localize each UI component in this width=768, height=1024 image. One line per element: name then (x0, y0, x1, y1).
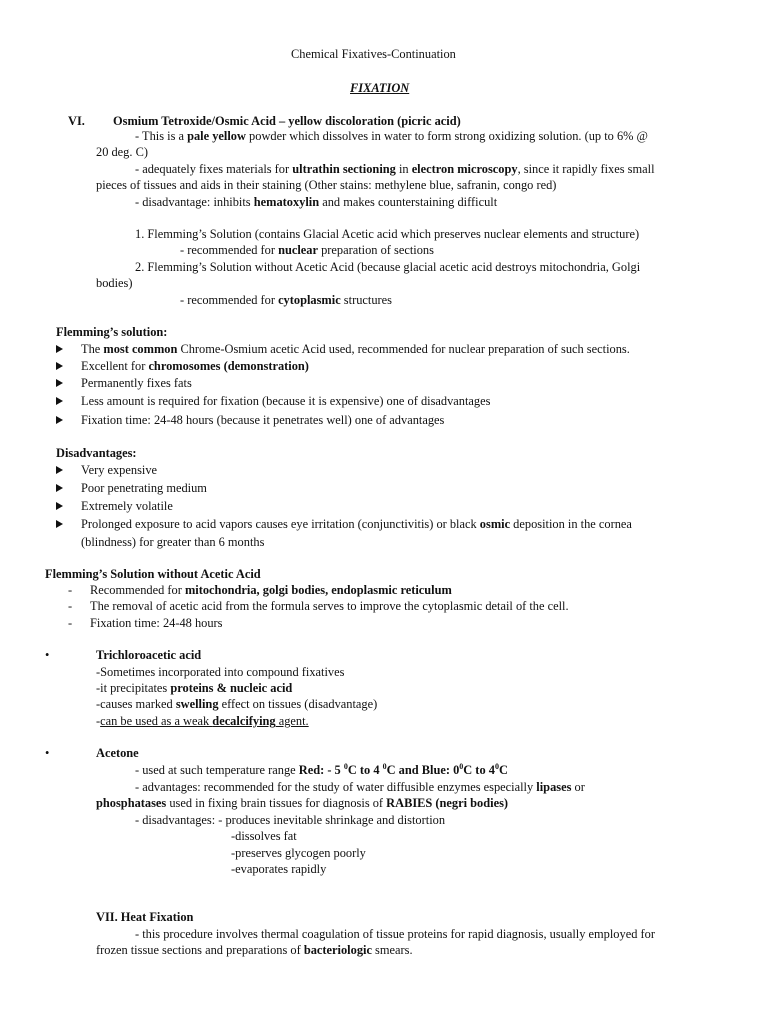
osmium-point-3: - disadvantage: inhibits hematoxylin and makes counterstaining difficult (135, 195, 498, 209)
numbered-item-2-cont: bodies) (96, 276, 133, 290)
section-title: FIXATION (350, 81, 410, 95)
numbered-item-1: 1. Flemming’s Solution (contains Glacial Acetic acid which preserves nuclear elements and structure) (135, 227, 640, 241)
heat-heading: VII. Heat Fixation (96, 910, 194, 924)
numbered-item-2: 2. Flemming’s Solution without Acetic Acid (because glacial acetic acid destroys mitochondria, Golgi (135, 260, 641, 274)
osmium-heading: Osmium Tetroxide/Osmic Acid – yellow discoloration (picric acid) (113, 114, 461, 128)
disadvantages-heading: Disadvantages: (56, 446, 137, 460)
acetone-line-2: - advantages: recommended for the study of water diffusible enzymes especially lipases or (135, 780, 585, 794)
tca-line-1: -Sometimes incorporated into compound fixatives (96, 665, 345, 679)
acetone-line-3: phosphatases used in fixing brain tissues for diagnosis of RABIES (negri bodies) (96, 796, 509, 810)
tca-line-3: -causes marked swelling effect on tissues (disadvantage) (96, 697, 378, 711)
triangle-bullet-icon (56, 416, 63, 424)
osmium-point-2-cont: pieces of tissues and aids in their staining (Other stains: methylene blue, safranin, congo red) (96, 178, 557, 192)
acetone-line-5: -dissolves fat (231, 829, 297, 843)
list-item-cont: (blindness) for greater than 6 months (81, 535, 265, 549)
acetone-line-6: -preserves glycogen poorly (231, 846, 366, 860)
without-acetic-heading: Flemming’s Solution without Acetic Acid (45, 567, 261, 581)
osmium-point-1-cont: 20 deg. C) (96, 145, 148, 159)
numbered-item-2-sub: - recommended for cytoplasmic structures (180, 293, 392, 307)
numbered-item-1-sub: - recommended for nuclear preparation of sections (180, 243, 434, 257)
dot-bullet: • (45, 648, 50, 662)
acetone-line-4: - disadvantages: - produces inevitable shrinkage and distortion (135, 813, 446, 827)
dash-bullet: - (68, 616, 73, 630)
dot-bullet: • (45, 746, 50, 760)
heat-line-1: - this procedure involves thermal coagulation of tissue proteins for rapid diagnosis, usually employed for (135, 927, 655, 941)
dash-bullet: - (68, 583, 73, 597)
tca-line-4: -can be used as a weak decalcifying agent. (96, 714, 309, 728)
acetone-line-1: - used at such temperature range Red: - 5 $^0$C to 4 $^0$C and Blue: $0^0C$ to $4^0C$ (135, 761, 508, 777)
flemming-heading: Flemming’s solution: (56, 325, 168, 339)
section-numeral: VI. (68, 114, 85, 128)
acetone-heading: Acetone (96, 746, 139, 760)
triangle-bullet-icon (56, 466, 63, 474)
tca-line-2: -it precipitates proteins & nucleic acid (96, 681, 293, 695)
triangle-bullet-icon (56, 484, 63, 492)
acetone-line-7: -evaporates rapidly (231, 862, 327, 876)
triangle-bullet-icon (56, 362, 63, 370)
dash-bullet: - (68, 599, 73, 613)
triangle-bullet-icon (56, 379, 63, 387)
triangle-bullet-icon (56, 397, 63, 405)
triangle-bullet-icon (56, 345, 63, 353)
osmium-point-1: - This is a pale yellow powder which dissolves in water to form strong oxidizing solution. (up to 6% @ (135, 129, 648, 143)
triangle-bullet-icon (56, 520, 63, 528)
tca-heading: Trichloroacetic acid (96, 648, 202, 662)
osmium-point-2: - adequately fixes materials for ultrathin sectioning in electron microscopy, since it rapidly fixes small (135, 162, 655, 176)
document-title: Chemical Fixatives-Continuation (291, 47, 456, 61)
heat-line-2: frozen tissue sections and preparations of bacteriologic smears. (96, 943, 413, 957)
triangle-bullet-icon (56, 502, 63, 510)
